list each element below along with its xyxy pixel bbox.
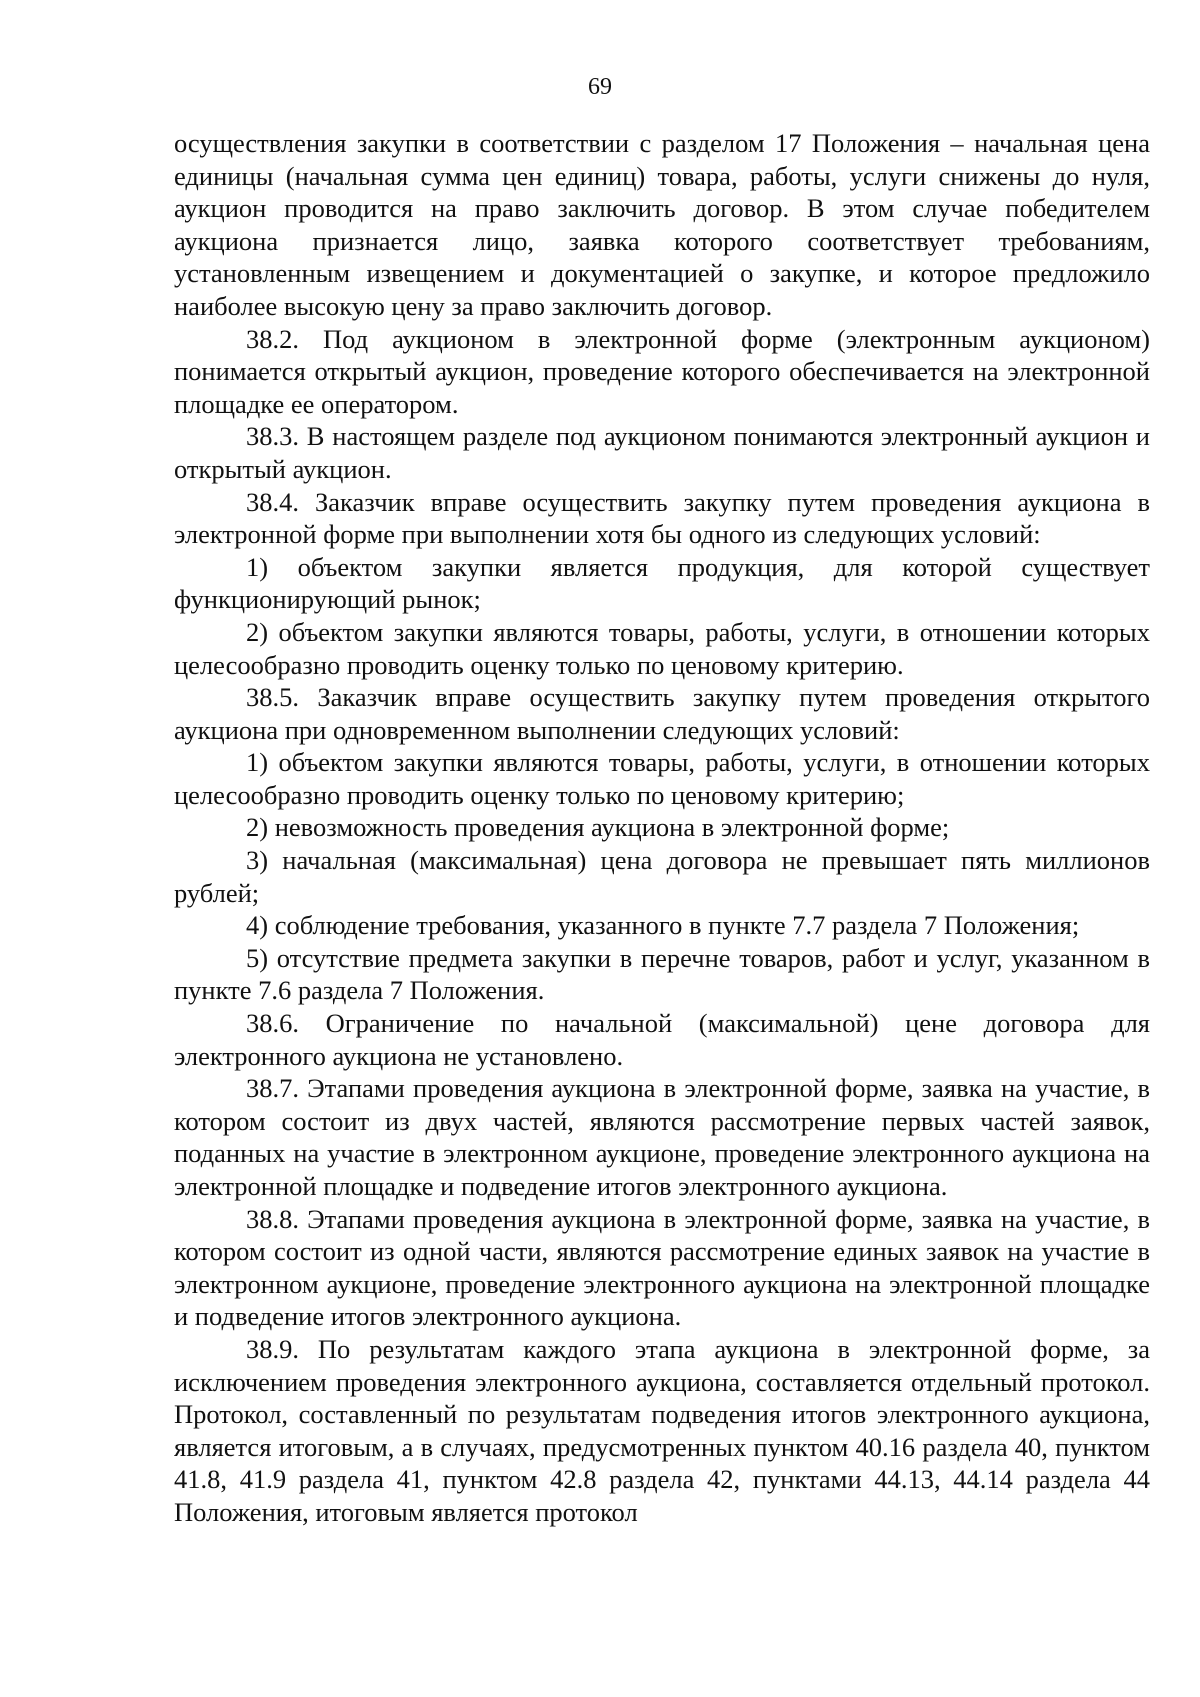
list-item-38-5-2: 2) невозможность проведения аукциона в электронной форме;: [246, 812, 950, 843]
paragraph-38-2: 38.2. Под аукционом в электронной форме (электронным аукционом) понимается открытый аукцион, проведение которого обеспечивается на электронной площадке ее оператором.: [174, 323, 1150, 419]
list-item-38-4-1: 1) объектом закупки является продукция, для которой существует функционирующий рынок;: [174, 551, 1150, 615]
list-item-38-4-2: 2) объектом закупки являются товары, работы, услуги, в отношении которых целесообразно проводить оценку только по ценовому критерию.: [174, 616, 1150, 680]
list-item-38-5-5: 5) отсутствие предмета закупки в перечне товаров, работ и услуг, указанном в пункте 7.6 раздела 7 Положения.: [174, 942, 1150, 1006]
page-number: 69: [588, 74, 612, 100]
list-item-38-5-1: 1) объектом закупки являются товары, работы, услуги, в отношении которых целесообразно проводить оценку только по ценовому критерию;: [174, 747, 1150, 810]
paragraph-continuation: осуществления закупки в соответствии с разделом 17 Положения – начальная цена единицы (начальная сумма цен единиц) товара, работы, услуги снижены до нуля, аукцион проводится на право заключить договор. В этом случае победителем аукциона признается лицо, заявка которого соответствует требованиям, установленным извещением и документацией о закупке, и которое предложило наиболее высокую цену за право заключить договор.: [174, 128, 1150, 321]
paragraph-38-7: 38.7. Этапами проведения аукциона в электронной форме, заявка на участие, в котором состоит из двух частей, являются рассмотрение первых частей заявок, поданных на участие в электронном аукционе, проведение электронного аукциона на электронной площадке и подведение итогов электронного аукциона.: [174, 1073, 1150, 1201]
paragraph-38-5: 38.5. Заказчик вправе осуществить закупку путем проведения открытого аукциона при одновременном выполнении следующих условий:: [174, 682, 1150, 745]
paragraph-38-6: 38.6. Ограничение по начальной (максимальной) цене договора для электронного аукциона не установлено.: [174, 1008, 1150, 1071]
paragraph-38-4: 38.4. Заказчик вправе осуществить закупку путем проведения аукциона в электронной форме при выполнении хотя бы одного из следующих условий:: [174, 486, 1150, 550]
list-item-38-5-3: 3) начальная (максимальная) цена договора не превышает пять миллионов рублей;: [174, 845, 1150, 908]
paragraph-38-9: 38.9. По результатам каждого этапа аукциона в электронной форме, за исключением проведения электронного аукциона, составляется отдельный протокол. Протокол, составленный по результатам подведения итогов электронного аукциона, является итоговым, а в случаях, предусмотренных пунктом 40.16 раздела 40, пунктом 41.8, 41.9 раздела 41, пунктом 42.8 раздела 42, пунктами 44.13, 44.14 раздела 44 Положения, итоговым является протокол: [174, 1333, 1150, 1527]
paragraph-38-8: 38.8. Этапами проведения аукциона в электронной форме, заявка на участие, в котором состоит из одной части, являются рассмотрение единых заявок на участие в электронном аукционе, проведение электронного аукциона на электронной площадке и подведение итогов электронного аукциона.: [174, 1203, 1150, 1332]
document-body: [174, 127, 1150, 1529]
paragraph-38-3: 38.3. В настоящем разделе под аукционом понимаются электронный аукцион и открытый аукцион.: [174, 421, 1150, 484]
list-item-38-5-4: 4) соблюдение требования, указанного в пункте 7.7 раздела 7 Положения;: [246, 910, 1080, 941]
